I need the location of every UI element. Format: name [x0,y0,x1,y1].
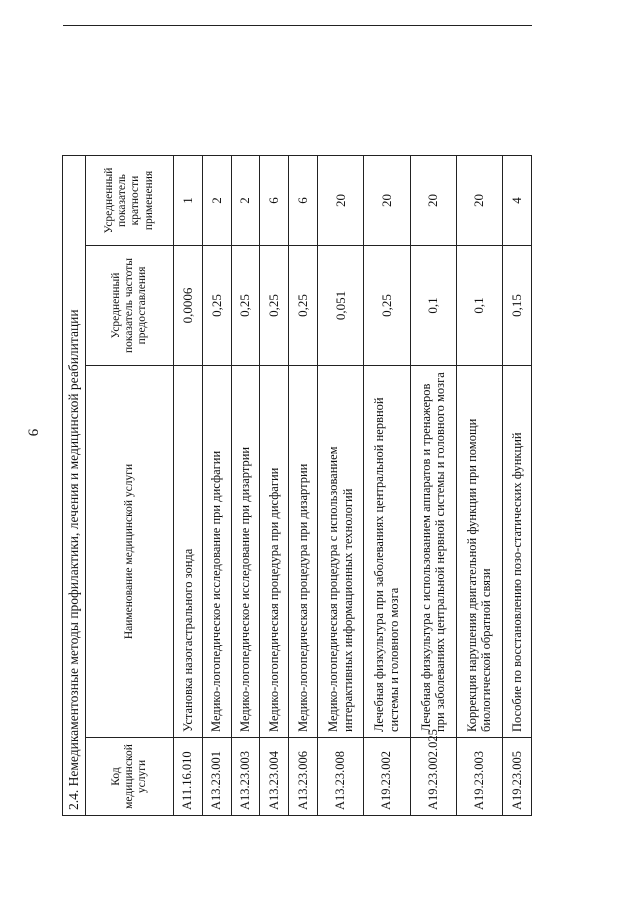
row-empty-cell [410,26,456,156]
row-empty-cell [317,26,363,156]
services-table [62,25,532,816]
row-multiplicity: 4 [503,156,532,246]
row-frequency: 0,25 [364,246,410,366]
table-row [456,26,502,816]
table-row [503,26,532,816]
table-row [260,26,289,816]
page-number: 9 [24,428,41,437]
row-multiplicity: 2 [231,156,260,246]
row-frequency: 0,25 [289,246,318,366]
row-frequency: 0,25 [202,246,231,366]
row-name: Медико-логопедическая процедура при дисфагии [260,366,289,738]
row-frequency: 0,0006 [173,246,202,366]
table-body [173,26,531,816]
row-multiplicity: 6 [260,156,289,246]
row-name: Лечебная физкультура с использованием аппаратов и тренажеров при заболеваниях центральной нервной системы и головного мозга [410,366,456,738]
row-code: А13.23.008 [317,738,363,816]
row-code: А13.23.006 [289,738,318,816]
table-row [173,26,202,816]
row-name: Медико-логопедическое исследование при дисфагии [202,366,231,738]
table-row [289,26,318,816]
row-code: А13.23.004 [260,738,289,816]
row-empty-cell [260,26,289,156]
section-title: 2.4. Немедикаментозные методы профилактики, лечения и медицинской реабилитации [63,156,86,816]
row-empty-cell [231,26,260,156]
header-row [86,26,174,816]
table-row [364,26,410,816]
table-row [231,26,260,816]
header-empty-cell [86,26,174,156]
header-name: Наименование медицинской услуги [86,366,174,738]
row-empty-cell [456,26,502,156]
row-frequency: 0,25 [231,246,260,366]
table-row [410,26,456,816]
row-multiplicity: 20 [317,156,363,246]
row-frequency: 0,1 [410,246,456,366]
row-code: А19.23.002 [364,738,410,816]
row-empty-cell [503,26,532,156]
row-empty-cell [364,26,410,156]
table-container [62,26,532,816]
header-multiplicity: Усредненный показатель кратности применения [86,156,174,246]
section-row [63,26,86,816]
table-row [317,26,363,816]
row-code: А13.23.001 [202,738,231,816]
row-code: А13.23.003 [231,738,260,816]
row-name: Медико-логопедическое исследование при дизартрии [231,366,260,738]
row-frequency: 0,1 [456,246,502,366]
header-frequency: Усредненный показатель частоты предоставления [86,246,174,366]
row-frequency: 0,15 [503,246,532,366]
row-code: А11.16.010 [173,738,202,816]
header-code: Код медицинской услуги [86,738,174,816]
row-code: А19.23.005 [503,738,532,816]
row-multiplicity: 2 [202,156,231,246]
row-name: Медико-логопедическая процедура при дизартрии [289,366,318,738]
row-multiplicity: 20 [364,156,410,246]
row-multiplicity: 20 [410,156,456,246]
row-name: Установка назогастрального зонда [173,366,202,738]
row-empty-cell [289,26,318,156]
rotated-table-wrapper [62,26,532,816]
row-empty-cell [173,26,202,156]
row-frequency: 0,25 [260,246,289,366]
section-empty-cell [63,26,86,156]
row-code: А19.23.003 [456,738,502,816]
row-code: А19.23.002.025 [410,738,456,816]
row-name: Коррекция нарушения двигательной функции при помощи биологической обратной связи [456,366,502,738]
row-name: Лечебная физкультура при заболеваниях центральной нервной системы и головного мозга [364,366,410,738]
row-empty-cell [202,26,231,156]
row-multiplicity: 6 [289,156,318,246]
row-name: Медико-логопедическая процедура с использованием интерактивных информационных технологий [317,366,363,738]
row-multiplicity: 1 [173,156,202,246]
row-name: Пособие по восстановлению позо-статических функций [503,366,532,738]
row-multiplicity: 20 [456,156,502,246]
row-frequency: 0,051 [317,246,363,366]
table-row [202,26,231,816]
